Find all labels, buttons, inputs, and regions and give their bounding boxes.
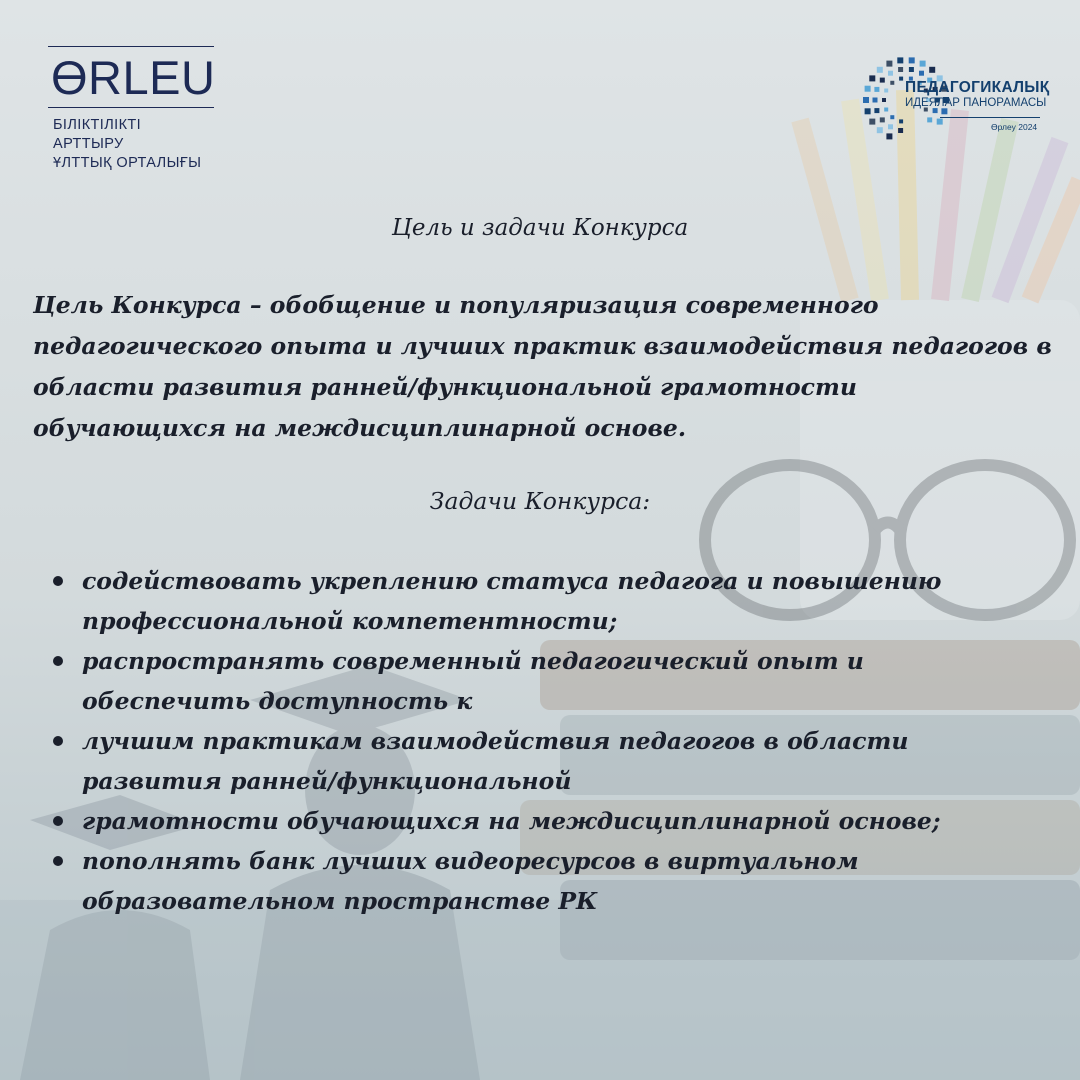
mosaic-tile [899,119,903,123]
mosaic-tile [937,119,943,125]
mosaic-tile [884,108,888,112]
bullet-icon [53,576,63,586]
orleu-wordmark: ƟRLEU [51,51,216,104]
mosaic-tile [898,67,903,72]
event-subtitle: ИДЕЯЛАР ПАНОРАМАСЫ [905,97,1047,109]
tasks-heading: Задачи Конкурса: [429,487,651,515]
task-text: распространять современный педагогический опыт и обеспечить доступность к [82,647,864,715]
mosaic-tile [890,115,894,119]
task-text: содействовать укреплению статуса педагога и повышению профессиональной компетентности; [82,567,942,635]
bullet-icon [53,736,63,746]
list-item [38,721,1028,801]
task-text: пополнять банк лучших видеоресурсов в виртуальном образовательном пространстве РК [82,847,859,915]
mosaic-tile [909,67,914,72]
mosaic-tile [886,133,892,139]
page-title: Цель и задачи Конкурса [391,215,689,241]
event-title: ПЕДАГОГИКАЛЫҚ [905,79,1050,96]
bullet-icon [53,656,63,666]
mosaic-tile [873,98,878,103]
mosaic-tile [869,75,875,81]
mosaic-tile [920,61,926,67]
list-item [38,841,1028,921]
mosaic-tile [874,108,879,113]
mosaic-tile [865,108,871,114]
mosaic-tile [869,119,875,125]
mosaic-tile [890,81,894,85]
list-item [38,641,1028,721]
mosaic-tile [909,57,915,63]
mosaic-tile [877,127,883,133]
mosaic-tile [899,77,903,81]
bullet-icon [53,816,63,826]
task-text: грамотности обучающихся на междисциплинарной основе; [82,807,941,835]
task-text: лучшим практикам взаимодействия педагогов в области развития ранней/функциональной [82,727,909,795]
mosaic-tile [929,67,935,73]
orleu-subtitle [53,116,214,173]
mosaic-tile [863,97,869,103]
mosaic-tile [877,67,883,73]
list-item [38,801,1028,841]
mosaic-tile [897,57,903,63]
orleu-logo [48,46,214,173]
mosaic-tile [880,117,885,122]
mosaic-tile [874,87,879,92]
mosaic-tile [880,78,885,83]
goal-paragraph: Цель Конкурса – обобщение и популяризация современного педагогического опыта и лучших практик взаимодействия педагогов в области развития ранней/функциональной грамотности обучающихся на междисциплинарной основе. [33,291,1052,442]
mosaic-tile [941,108,947,114]
event-logo [858,44,1048,159]
mosaic-tile [882,98,886,102]
event-edition: Өрлеу 2024 [991,122,1038,132]
list-item [38,561,1028,641]
mosaic-tile [919,71,924,76]
mosaic-tile [886,61,892,67]
tasks-list [38,561,1028,921]
mosaic-tile [898,128,903,133]
mosaic-tile [927,117,932,122]
orleu-subtitle-line2: ҰЛТТЫҚ ОРТАЛЫҒЫ [53,155,202,171]
orleu-subtitle-line1: БІЛІКТІЛІКТІ АРТТЫРУ [53,117,142,152]
mosaic-tile [865,86,871,92]
mosaic-tile [884,89,888,93]
mosaic-tile [888,124,893,129]
bullet-icon [53,856,63,866]
mosaic-tile [888,71,893,76]
logo-top-rule [48,46,214,47]
event-divider [940,117,1040,118]
logo-bottom-rule [48,107,214,108]
